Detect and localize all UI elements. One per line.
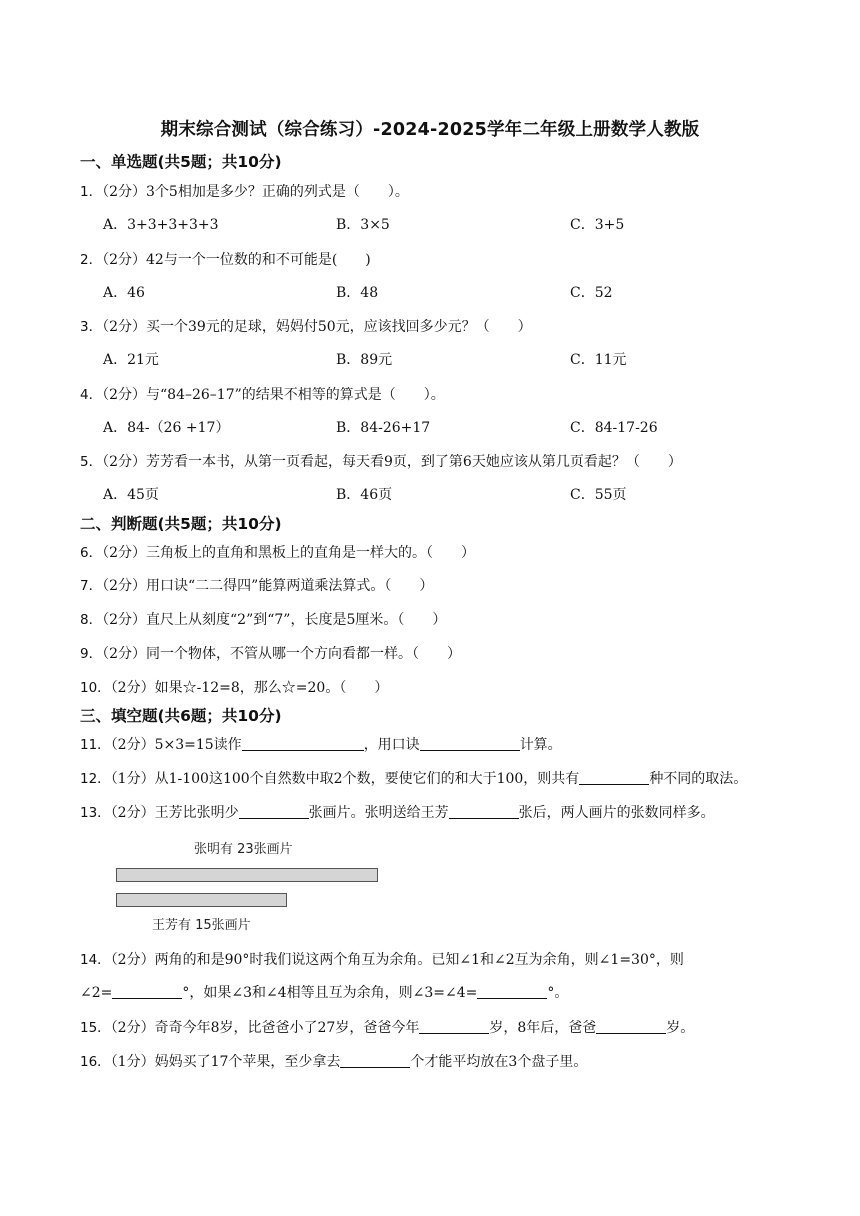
question-number: 4． bbox=[80, 387, 103, 403]
question-text: （2分）三角板上的直角和黑板上的直角是一样大的。（ ） bbox=[102, 545, 475, 561]
question-11 bbox=[80, 733, 562, 754]
page-title: 期末综合测试（综合练习）-2024-2025学年二年级上册数学人教版 bbox=[160, 120, 700, 140]
answer-blank[interactable] bbox=[112, 984, 182, 999]
question-2 bbox=[80, 248, 371, 269]
option-b: B．3×5 bbox=[336, 217, 390, 233]
question-text: （2分）3个5相加是多少？正确的列式是（ ）。 bbox=[102, 184, 409, 200]
question-13 bbox=[80, 801, 715, 822]
question-number: 11． bbox=[80, 737, 111, 753]
question-text: （2分）42与一个一位数的和不可能是( ) bbox=[102, 252, 371, 268]
question-text: （2分）买一个39元的足球，妈妈付50元，应该找回多少元？（ ） bbox=[102, 319, 532, 335]
option-b: B．48 bbox=[336, 285, 379, 301]
option-c: C．52 bbox=[570, 285, 613, 301]
question-text-part: 张后，两人画片的张数同样多。 bbox=[518, 805, 715, 821]
question-text-part: （2分）5×3=15读作 bbox=[110, 737, 242, 753]
wangfang-bar bbox=[116, 893, 287, 907]
question-text-part: （1分）妈妈买了17个苹果，至少拿去 bbox=[110, 1054, 341, 1070]
question-text-part: （2分）王芳比张明少 bbox=[110, 805, 239, 821]
option-c: C．84-17-26 bbox=[570, 420, 658, 436]
question-7 bbox=[80, 574, 433, 595]
zhangming-bar bbox=[116, 868, 378, 882]
question-text: （2分）与“84–26–17”的结果不相等的算式是（ ）。 bbox=[102, 387, 445, 403]
question-number: 3． bbox=[80, 319, 103, 335]
answer-blank[interactable] bbox=[596, 1019, 666, 1034]
question-text-part: 岁，8年后，爸爸 bbox=[489, 1020, 597, 1036]
option-b: B．84-26+17 bbox=[336, 420, 431, 436]
question-4 bbox=[80, 383, 445, 404]
answer-blank[interactable] bbox=[419, 1019, 489, 1034]
question-5 bbox=[80, 450, 682, 471]
question-16 bbox=[80, 1050, 587, 1071]
question-text-part: 张画片。张明送给王芳 bbox=[308, 805, 449, 821]
question-8 bbox=[80, 608, 446, 629]
option-a: A．21元 bbox=[103, 352, 159, 368]
zhangming-label: 张明有 23张画片 bbox=[194, 842, 293, 857]
question-number: 7． bbox=[80, 578, 103, 594]
question-text: （2分）同一个物体，不管从哪一个方向看都一样。（ ） bbox=[102, 646, 461, 662]
question-9 bbox=[80, 642, 461, 663]
option-a: A．46 bbox=[103, 285, 145, 301]
answer-blank[interactable] bbox=[420, 736, 520, 751]
question-text-part: ，用口诀 bbox=[363, 737, 420, 753]
question-text: （2分）直尺上从刻度“2”到“7”，长度是5厘米。（ ） bbox=[102, 612, 447, 628]
option-c: C．11元 bbox=[570, 352, 627, 368]
option-c: C．3+5 bbox=[570, 217, 625, 233]
question-number: 6． bbox=[80, 545, 103, 561]
question-text-part: 个才能平均放在3个盘子里。 bbox=[410, 1054, 588, 1070]
question-14-line-2 bbox=[80, 982, 568, 1002]
question-text-part: ∠2= bbox=[80, 985, 113, 1001]
question-number: 8． bbox=[80, 612, 103, 628]
picture-card-comparison-diagram bbox=[112, 838, 384, 938]
section-heading-fill-blank: 三、填空题(共6题；共10分) bbox=[80, 707, 282, 725]
question-12 bbox=[80, 767, 747, 788]
question-text-part: 种不同的取法。 bbox=[649, 771, 748, 787]
option-a: A．84-（26 +17） bbox=[103, 420, 230, 436]
option-c: C．55页 bbox=[570, 487, 627, 503]
question-6 bbox=[80, 541, 475, 562]
answer-blank[interactable] bbox=[242, 736, 364, 751]
question-number: 15． bbox=[80, 1020, 111, 1036]
question-text: （2分）用口诀“二二得四”能算两道乘法算式。（ ） bbox=[102, 578, 434, 594]
answer-blank[interactable] bbox=[340, 1053, 410, 1068]
question-number: 10． bbox=[80, 680, 111, 696]
question-number: 1． bbox=[80, 184, 103, 200]
question-number: 12． bbox=[80, 771, 111, 787]
question-3 bbox=[80, 315, 532, 336]
answer-blank[interactable] bbox=[477, 984, 547, 999]
question-text-part: 岁。 bbox=[666, 1020, 695, 1036]
question-text-part: （1分）从1-100这100个自然数中取2个数，要使它们的和大于100，则共有 bbox=[110, 771, 580, 787]
answer-blank[interactable] bbox=[579, 770, 649, 785]
question-number: 5． bbox=[80, 454, 103, 470]
question-15 bbox=[80, 1016, 694, 1037]
question-14 bbox=[80, 948, 684, 969]
option-b: B．89元 bbox=[336, 352, 393, 368]
option-a: A．45页 bbox=[103, 487, 159, 503]
question-number: 2． bbox=[80, 252, 103, 268]
wangfang-label: 王芳有 15张画片 bbox=[152, 918, 251, 933]
question-text-part: °。 bbox=[547, 985, 569, 1001]
answer-blank[interactable] bbox=[449, 804, 519, 819]
question-number: 13． bbox=[80, 805, 111, 821]
question-number: 16． bbox=[80, 1054, 111, 1070]
question-text-part: °，如果∠3和∠4相等且互为余角，则∠3=∠4= bbox=[182, 985, 478, 1001]
question-number: 14． bbox=[80, 952, 111, 968]
question-number: 9． bbox=[80, 646, 103, 662]
option-b: B．46页 bbox=[336, 487, 393, 503]
option-a: A．3+3+3+3+3 bbox=[103, 217, 219, 233]
question-text-part: 计算。 bbox=[519, 737, 562, 753]
section-heading-true-false: 二、判断题(共5题；共10分) bbox=[80, 515, 282, 533]
question-text-part: （2分）两角的和是90°时我们说这两个角互为余角。已知∠1和∠2互为余角，则∠1=30°，则 bbox=[110, 952, 684, 968]
question-text-part: （2分）奇奇今年8岁，比爸爸小了27岁，爸爸今年 bbox=[110, 1020, 420, 1036]
question-text: （2分）如果☆-12=8，那么☆=20。（ ） bbox=[110, 680, 389, 696]
answer-blank[interactable] bbox=[239, 804, 309, 819]
question-text: （2分）芳芳看一本书，从第一页看起，每天看9页，到了第6天她应该从第几页看起？（ ） bbox=[102, 454, 682, 470]
question-10 bbox=[80, 676, 388, 697]
question-1 bbox=[80, 180, 409, 201]
section-heading-single-choice: 一、单选题(共5题；共10分) bbox=[80, 153, 282, 171]
